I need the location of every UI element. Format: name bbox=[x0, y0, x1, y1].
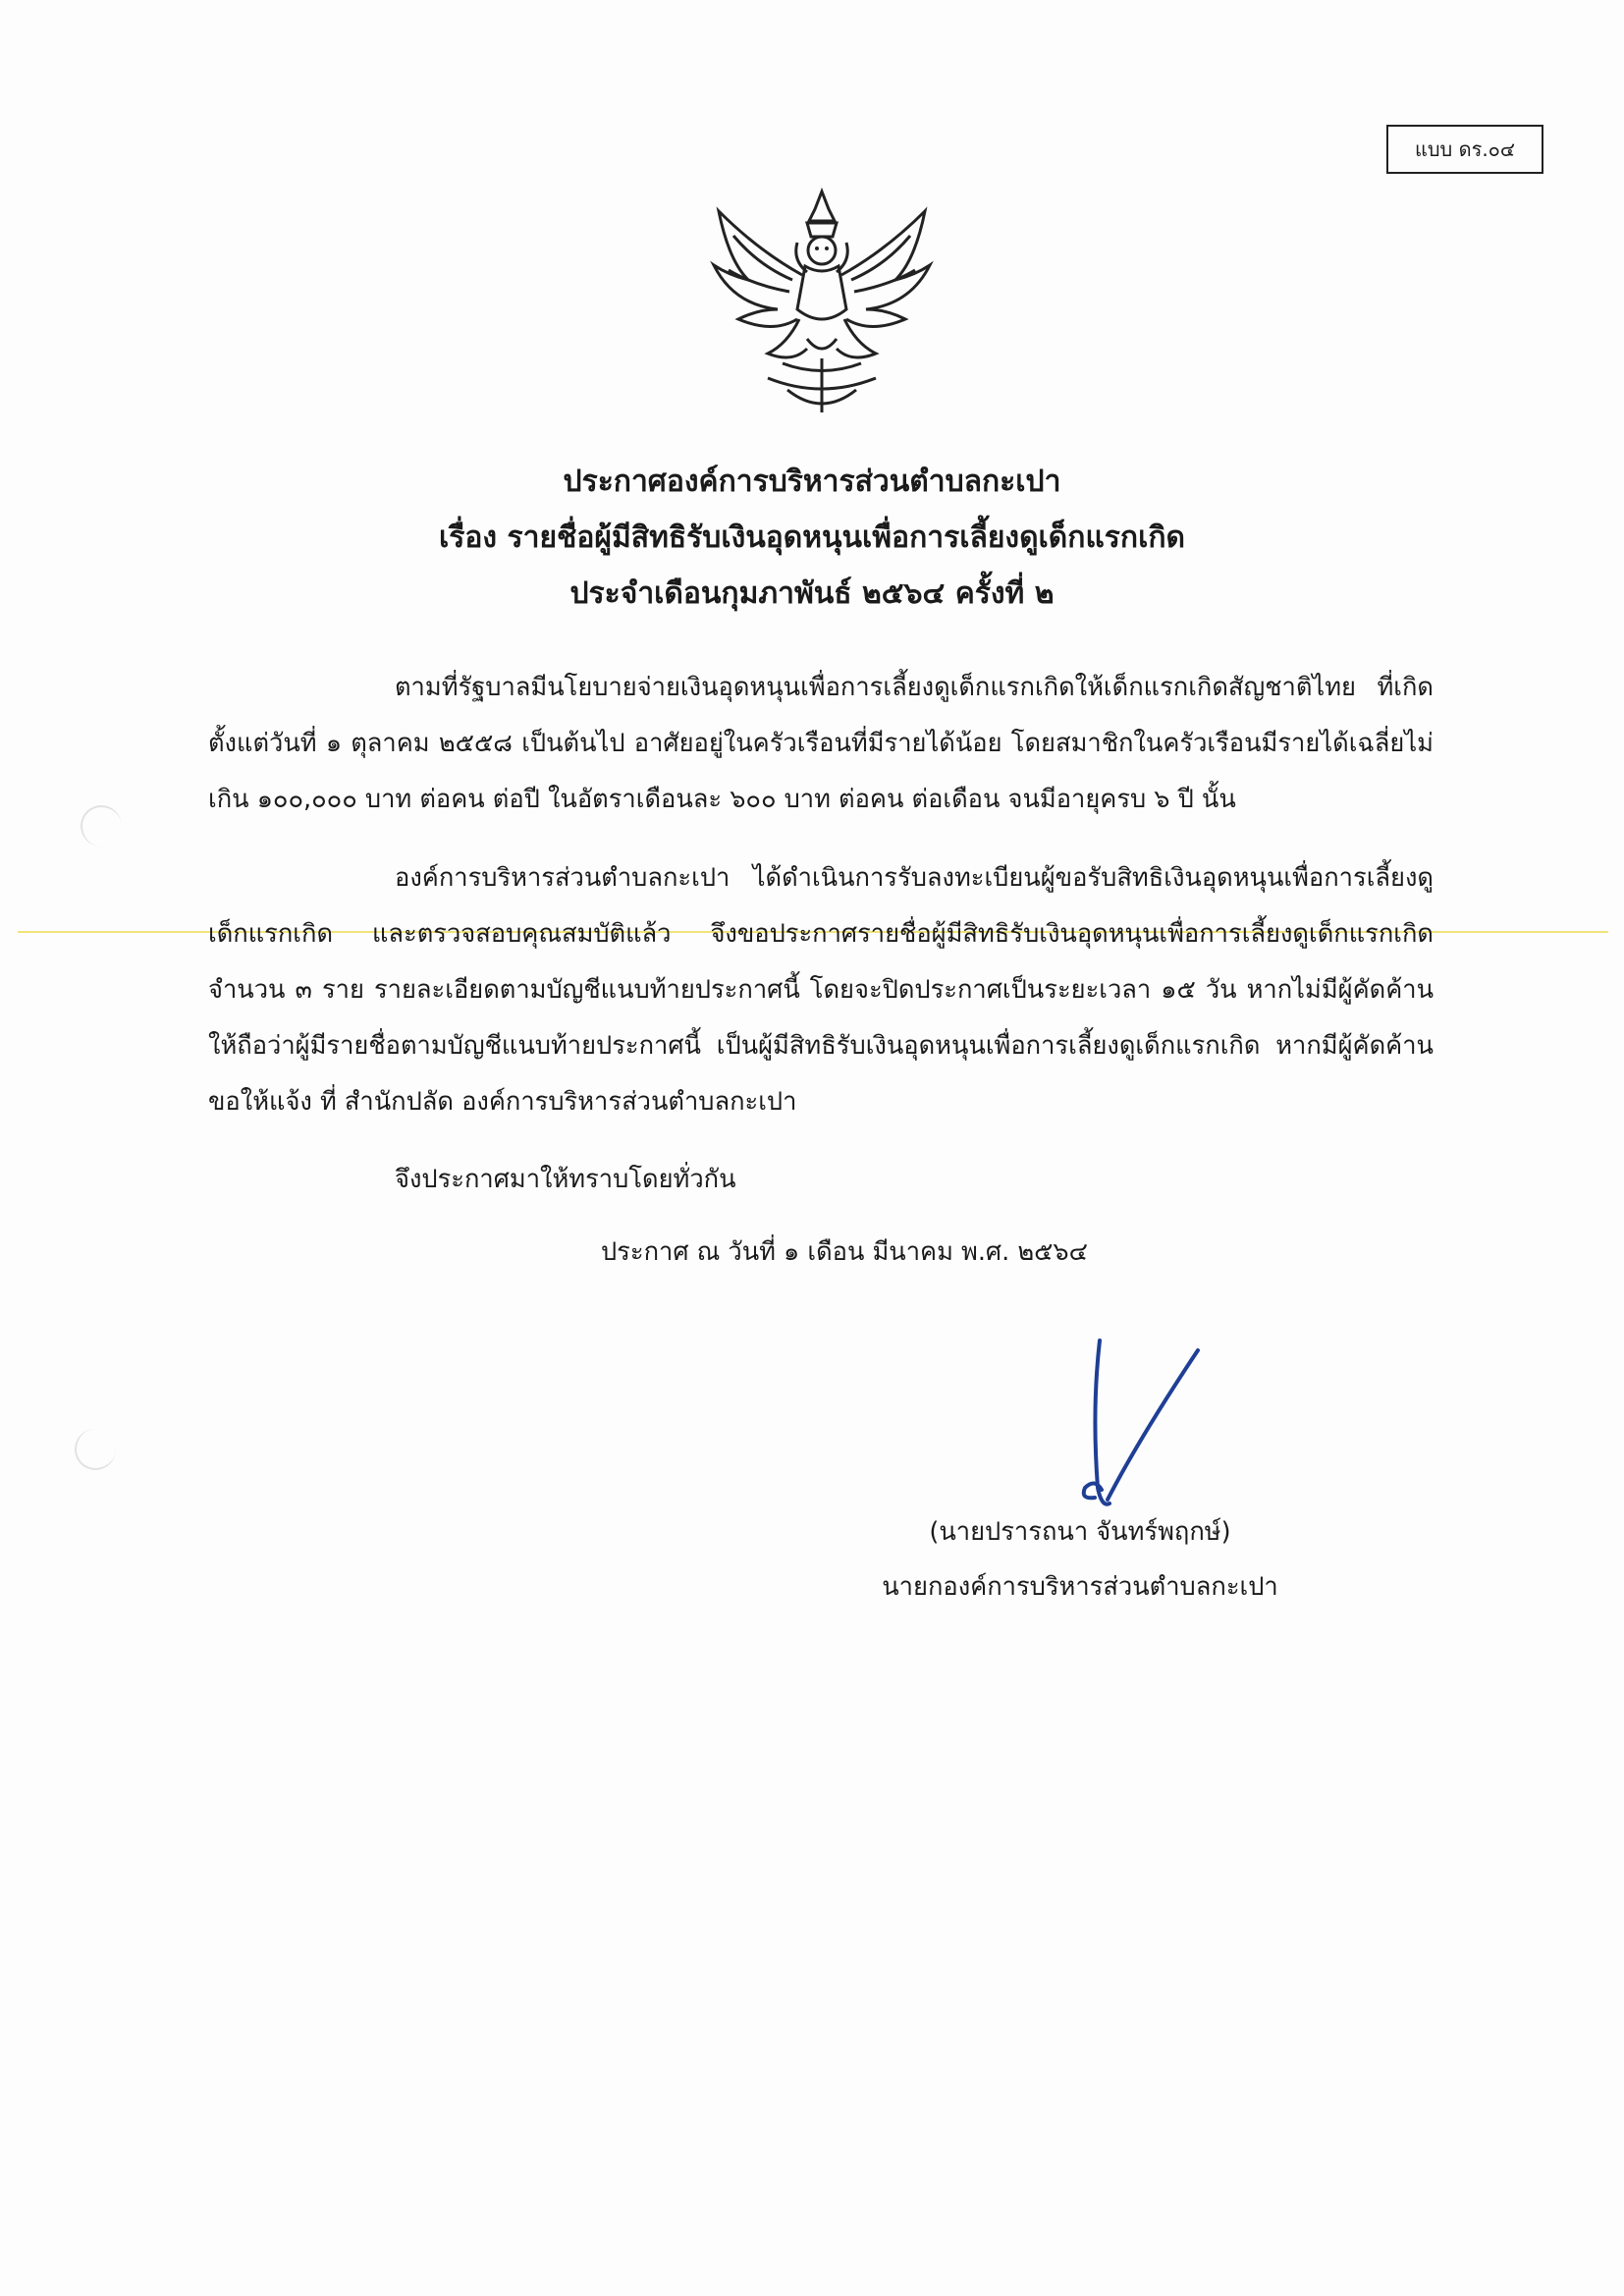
title-line-1: ประกาศองค์การบริหารส่วนตำบลกะเปา bbox=[563, 465, 1061, 499]
garuda-emblem-icon bbox=[699, 182, 945, 422]
title-line-2: เรื่อง รายชื่อผู้มีสิทธิรับเงินอุดหนุนเพื่อการเลี้ยงดูเด็กแรกเกิด bbox=[439, 520, 1185, 555]
title-line-3: ประจำเดือนกุมภาพันธ์ ๒๕๖๔ ครั้งที่ ๒ bbox=[569, 576, 1055, 611]
paragraph-policy bbox=[208, 660, 1434, 828]
paragraph-announcement bbox=[208, 850, 1434, 1130]
paragraph-closing: จึงประกาศมาให้ทราบโดยทั่วกัน bbox=[395, 1165, 736, 1194]
punch-hole-mark bbox=[81, 805, 122, 847]
form-code-box bbox=[1386, 125, 1543, 174]
paragraph-announcement-text: องค์การบริหารส่วนตำบลกะเปา ได้ดำเนินการรับลงทะเบียนผู้ขอรับสิทธิเงินอุดหนุนเพื่อการเลี้ยงดูเด็กแรกเกิด และตรวจสอบคุณสมบัติแล้ว จึงขอประกาศรายชื่อผู้มีสิทธิรับเงินอุดหนุนเพื่อการเลี้ยงดูเด็กแรกเกิด จำนวน ๓ ราย รายละเอียดตามบัญชีแนบท้ายประกาศนี้ โดยจะปิดประกาศเป็นระยะเวลา ๑๕ วัน หากไม่มีผู้คัดค้าน ให้ถือว่าผู้มีรายชื่อตามบัญชีแนบท้ายประกาศนี้ เป็นผู้มีสิทธิรับเงินอุดหนุนเพื่อการเลี้ยงดูเด็กแรกเกิด หากมีผู้คัดค้านขอให้แจ้ง ที่ สำนักปลัด องค์การบริหารส่วนตำบลกะเปา bbox=[208, 863, 1434, 1117]
signature bbox=[1041, 1331, 1237, 1517]
paragraph-policy-text: ตามที่รัฐบาลมีนโยบายจ่ายเงินอุดหนุนเพื่อการเลี้ยงดูเด็กแรกเกิดให้เด็กแรกเกิดสัญชาติไทย ที่เกิดตั้งแต่วันที่ ๑ ตุลาคม ๒๕๕๘ เป็นต้นไป อาศัยอยู่ในครัวเรือนที่มีรายได้น้อย โดยสมาชิกในครัวเรือนมีรายได้เฉลี่ยไม่เกิน ๑๐๐,๐๐๐ บาท ต่อคน ต่อปี ในอัตราเดือนละ ๖๐๐ บาท ต่อคน ต่อเดือน จนมีอายุครบ ๖ ปี นั้น bbox=[208, 673, 1434, 814]
document-title bbox=[196, 454, 1428, 622]
punch-hole-mark bbox=[75, 1429, 116, 1470]
form-code-label: แบบ ดร.๐๔ bbox=[1414, 137, 1516, 161]
announce-date: ประกาศ ณ วันที่ ๑ เดือน มีนาคม พ.ศ. ๒๕๖๔ bbox=[601, 1237, 1088, 1267]
signer-title: นายกองค์การบริหารส่วนตำบลกะเปา bbox=[882, 1572, 1278, 1602]
signer-name: (นายปรารถนา จันทร์พฤกษ์) bbox=[929, 1517, 1231, 1547]
